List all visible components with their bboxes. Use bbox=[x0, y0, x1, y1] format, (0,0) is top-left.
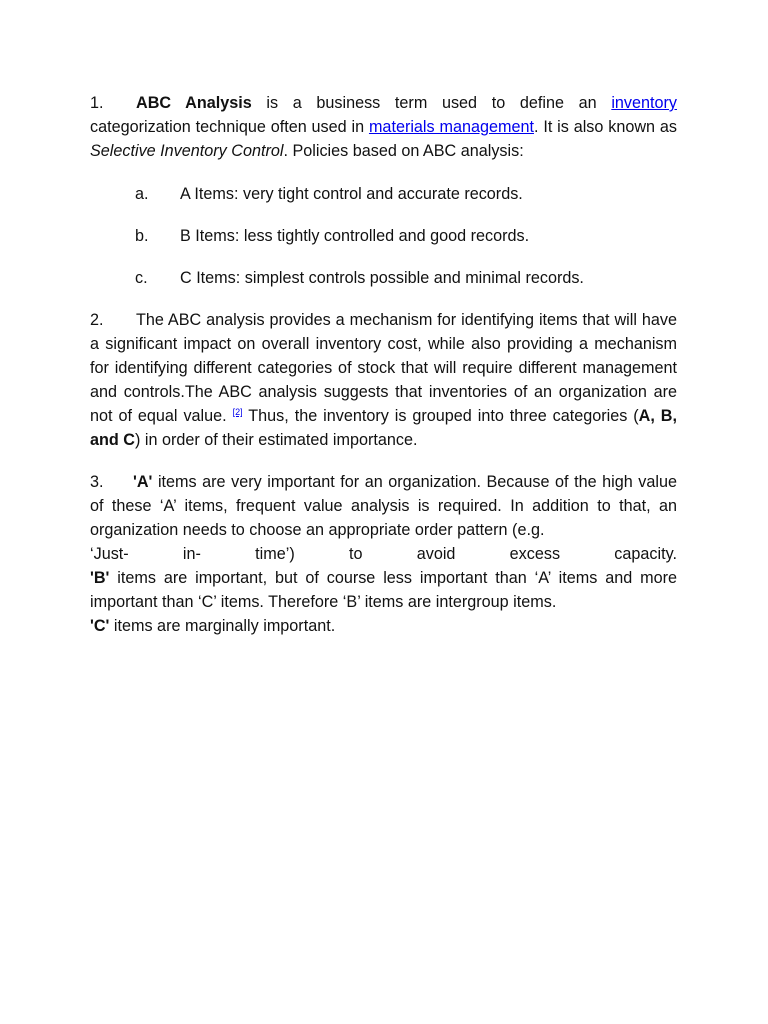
paragraph-text: is a business term used to define an bbox=[251, 94, 612, 112]
word: to bbox=[348, 545, 363, 563]
list-item-text: C Items: simplest controls possible and minimal records. bbox=[180, 269, 584, 287]
word: avoid bbox=[416, 545, 456, 563]
paragraph-3-part-2 bbox=[90, 566, 677, 614]
term-abc-analysis: ABC Analysis bbox=[136, 94, 252, 112]
spread-line bbox=[90, 542, 677, 566]
list-item bbox=[135, 266, 677, 290]
word: ‘Just- bbox=[90, 545, 129, 563]
list-item-text: B Items: less tightly controlled and good records. bbox=[180, 227, 530, 245]
list-item-text: A Items: very tight control and accurate records. bbox=[180, 185, 523, 203]
word: time’) bbox=[255, 545, 295, 563]
reference-link[interactable]: [2] bbox=[232, 407, 243, 417]
paragraph-text: The ABC analysis provides a mechanism for identifying items that will have a significant impact on overall inventory cost, while also providing a mechanism for identifying different categories of stock that will require different management and controls.The ABC analysis suggests that inventories of an organization are not of equal value. bbox=[90, 311, 677, 425]
paragraph-1 bbox=[90, 91, 677, 163]
paragraph-text: items are marginally important. bbox=[109, 617, 336, 635]
list-item bbox=[135, 182, 677, 206]
paragraph-3-part-3 bbox=[90, 614, 677, 638]
italic-term: Selective Inventory Control bbox=[90, 142, 284, 160]
bold-a-label: 'A' bbox=[133, 473, 153, 491]
paragraph-3 bbox=[90, 470, 677, 638]
paragraph-text: items are very important for an organization. Because of the high value of these ‘A’ items, frequent value analysis is required. In addition to that, an organization needs to choose an appropriate order pattern (e.g. bbox=[90, 473, 677, 539]
paragraph-text: . It is also known as bbox=[533, 118, 677, 136]
paragraph-text: ) in order of their estimated importance. bbox=[134, 431, 418, 449]
paragraph-text: categorization technique often used in bbox=[90, 118, 369, 136]
word: in- bbox=[182, 545, 201, 563]
paragraph-text: . Policies based on ABC analysis: bbox=[283, 142, 524, 160]
paragraph-number: 3. bbox=[90, 473, 104, 491]
word: excess bbox=[509, 545, 561, 563]
inventory-link[interactable]: inventory bbox=[611, 94, 677, 112]
paragraph-text: Thus, the inventory is grouped into three categories ( bbox=[242, 407, 639, 425]
list-item bbox=[135, 224, 677, 248]
materials-management-link[interactable]: materials management bbox=[368, 118, 534, 136]
paragraph-3-part-1 bbox=[90, 470, 677, 542]
reference-superscript bbox=[233, 407, 243, 417]
list-letter: c. bbox=[135, 269, 148, 287]
bold-c-label: 'C' bbox=[90, 617, 110, 635]
paragraph-2 bbox=[90, 308, 677, 452]
paragraph-number: 2. bbox=[90, 311, 104, 329]
document-page bbox=[90, 91, 677, 638]
bold-categories: A, B, and C bbox=[90, 407, 677, 449]
bold-b-label: 'B' bbox=[90, 569, 110, 587]
list-letter: b. bbox=[135, 227, 149, 245]
paragraph-number: 1. bbox=[90, 94, 104, 112]
word: capacity. bbox=[614, 545, 677, 563]
list-letter: a. bbox=[135, 185, 149, 203]
paragraph-text: items are important, but of course less important than ‘A’ items and more important than ‘C’ items. Therefore ‘B’ items are intergroup items. bbox=[90, 569, 677, 611]
